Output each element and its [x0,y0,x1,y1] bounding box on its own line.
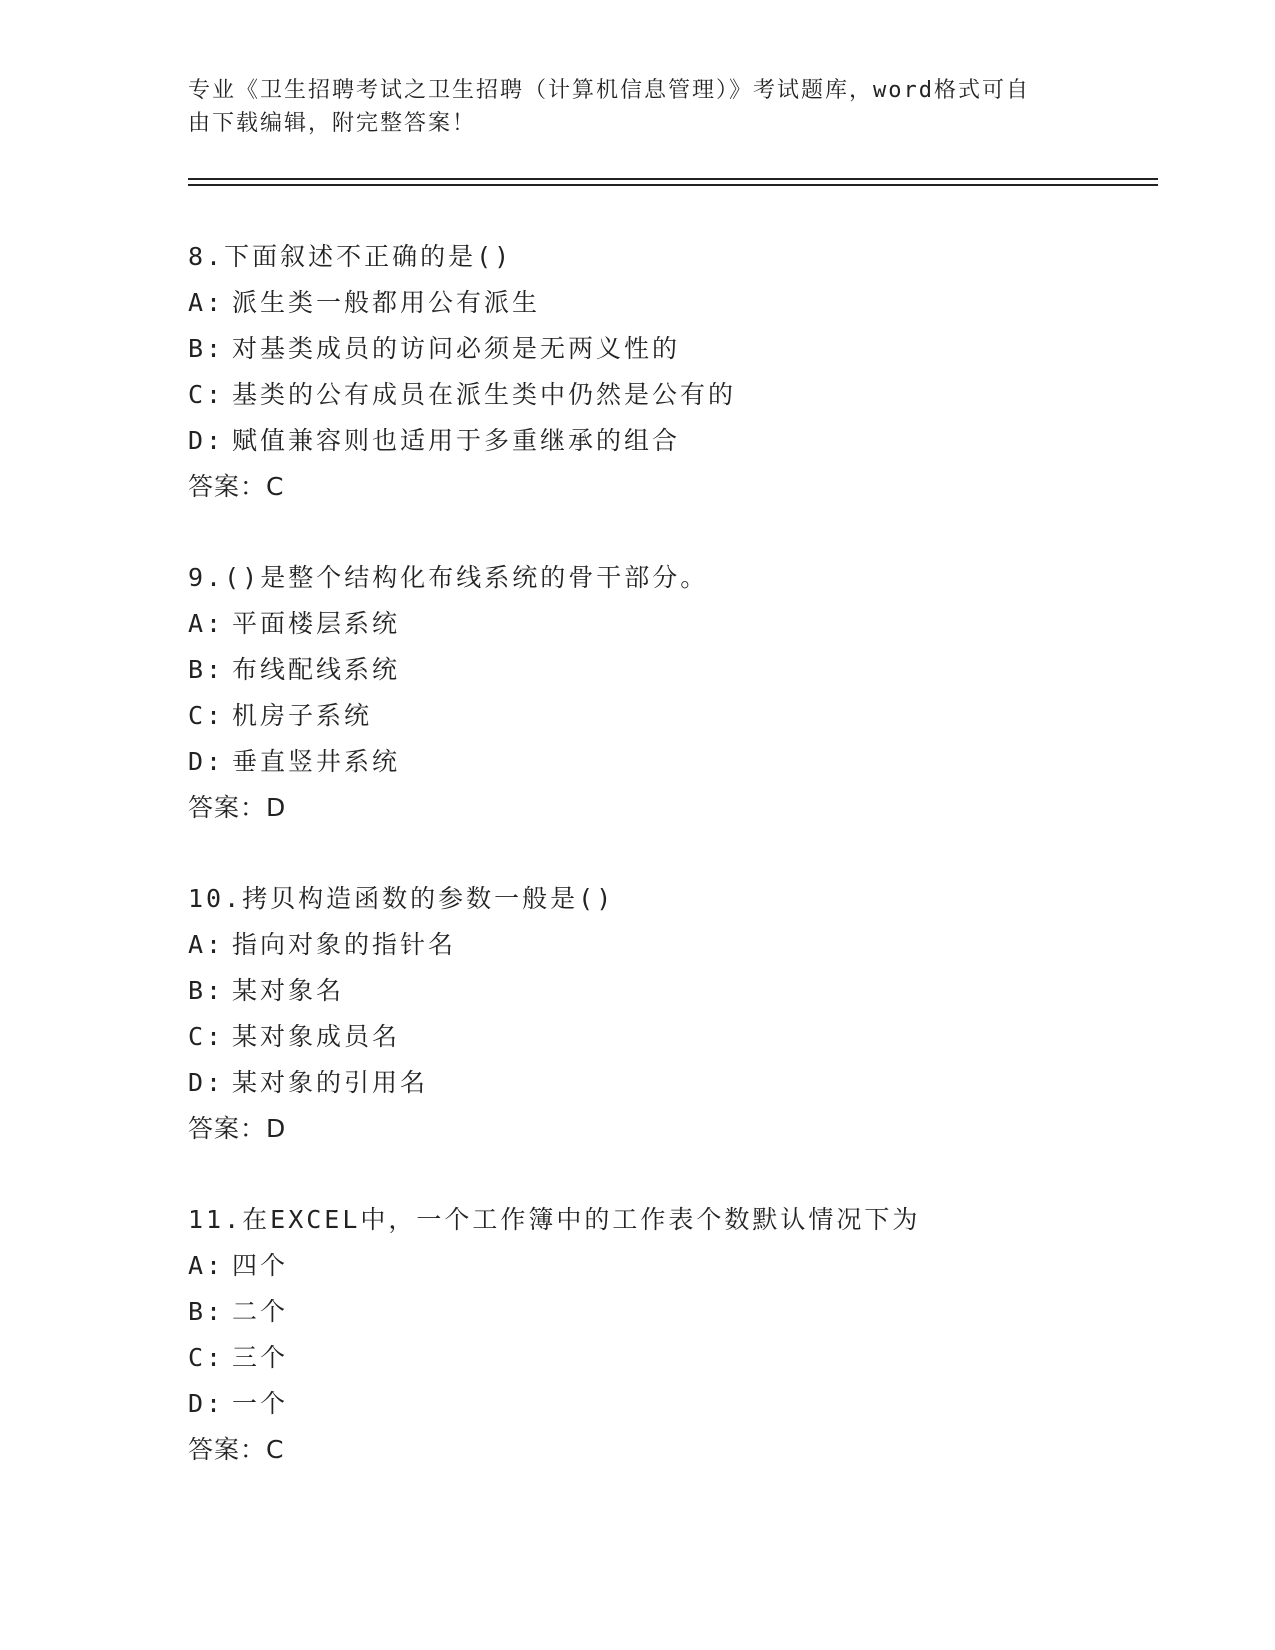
option-c [188,693,1138,739]
header-rule-bottom [188,184,1158,186]
option-text: 指向对象的指针名 [232,930,457,959]
option-label: B: [188,976,225,1005]
option-text: 四个 [232,1251,289,1280]
option-text: 某对象成员名 [232,1022,401,1051]
question-stem: 10.拷贝构造函数的参数一般是() [188,884,615,913]
header-line-1: 专业《卫生招聘考试之卫生招聘（计算机信息管理）》考试题库，word格式可自 [188,78,1030,103]
option-text: 某对象名 [232,976,345,1005]
option-text: 机房子系统 [232,701,373,730]
option-text: 基类的公有成员在派生类中仍然是公有的 [232,380,737,409]
option-label: D: [188,747,225,776]
answer-line: 答案：D [188,1114,287,1143]
option-d [188,739,1138,785]
option-a [188,1243,1138,1289]
option-text: 一个 [232,1389,289,1418]
question-9 [188,555,1138,831]
question-stem: 8.下面叙述不正确的是() [188,242,513,271]
option-text: 赋值兼容则也适用于多重继承的组合 [232,426,681,455]
answer-line: 答案：D [188,793,287,822]
option-label: B: [188,655,225,684]
document-header [188,74,1068,140]
option-text: 对基类成员的访问必须是无两义性的 [232,334,681,363]
option-label: B: [188,334,225,363]
answer-line: 答案：C [188,472,285,501]
option-c [188,372,1138,418]
option-c [188,1014,1138,1060]
option-label: C: [188,1343,225,1372]
option-label: C: [188,380,225,409]
option-text: 派生类一般都用公有派生 [232,288,541,317]
option-d [188,1381,1138,1427]
option-b [188,326,1138,372]
option-a [188,601,1138,647]
header-line-2: 由下载编辑，附完整答案！ [188,111,477,136]
question-10 [188,876,1138,1152]
option-a [188,922,1138,968]
header-rule-top [188,178,1158,180]
option-d [188,418,1138,464]
option-text: 布线配线系统 [232,655,401,684]
option-text: 垂直竖井系统 [232,747,401,776]
option-text: 二个 [232,1297,289,1326]
question-8 [188,234,1138,510]
option-b [188,1289,1138,1335]
option-text: 平面楼层系统 [232,609,401,638]
option-a [188,280,1138,326]
option-d [188,1060,1138,1106]
option-b [188,968,1138,1014]
option-label: D: [188,1068,225,1097]
option-label: B: [188,1297,225,1326]
option-text: 某对象的引用名 [232,1068,429,1097]
option-label: A: [188,1251,225,1280]
option-text: 三个 [232,1343,289,1372]
option-label: A: [188,609,225,638]
option-b [188,647,1138,693]
option-c [188,1335,1138,1381]
option-label: D: [188,426,225,455]
option-label: A: [188,930,225,959]
question-11 [188,1197,1138,1473]
question-stem: 9.()是整个结构化布线系统的骨干部分。 [188,563,709,592]
option-label: D: [188,1389,225,1418]
answer-line: 答案：C [188,1435,285,1464]
option-label: C: [188,701,225,730]
option-label: A: [188,288,225,317]
option-label: C: [188,1022,225,1051]
question-stem: 11.在EXCEL中，一个工作簿中的工作表个数默认情况下为 [188,1205,921,1234]
